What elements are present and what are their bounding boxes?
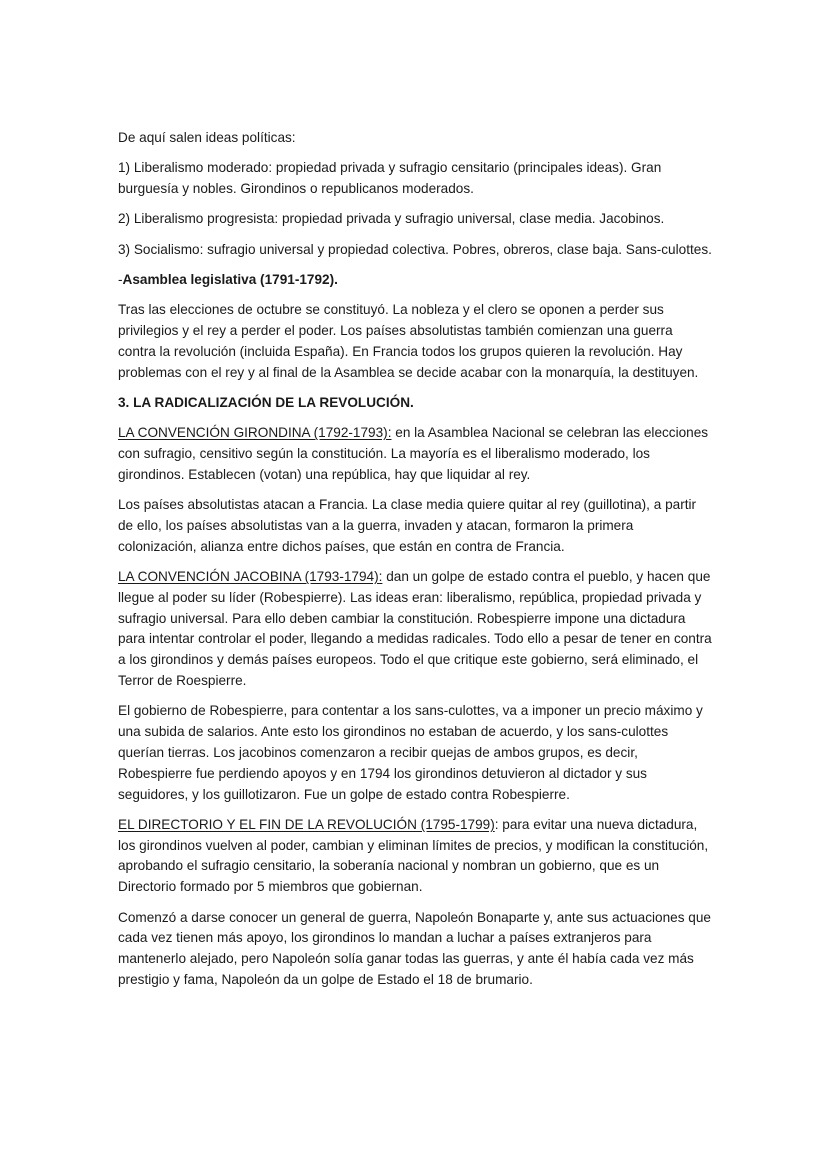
convencion-girondina-title: LA CONVENCIÓN GIRONDINA (1792-1793): [118, 425, 392, 441]
paragraph-socialismo: 3) Socialismo: sufragio universal y propiedad colectiva. Pobres, obreros, clase baja. Sans-culottes. [118, 241, 712, 257]
convencion-girondina-text: en la Asamblea Nacional se celebran las elecciones con sufragio, censitivo según la constitución. La mayoría es el liberalismo moderado, los girondinos. Establecen (votan) una república, hay que liquidar al rey. [118, 425, 709, 482]
paragraph-asamblea: Tras las elecciones de octubre se constituyó. La nobleza y el clero se oponen a perder sus privilegios y el rey a perder el poder. Los países absolutistas también comienzan una guerra contra la revolución (incluida España). En Francia todos los grupos quieren la revolución. Hay problemas con el rey y al final de la Asamblea se decide acabar con la monarquía, la destituyen. [118, 302, 699, 380]
convencion-jacobina-text: dan un golpe de estado contra el pueblo, y hacen que llegue al poder su líder (Robespierre). Las ideas eran: liberalismo, república, propiedad privada y sufragio universal. Para ello deben cambiar la constitución. Robespierre impone una dictadura para intentar controlar el poder, llegando a medidas radicales. Todo ello a pesar de tener en contra a los girondinos y demás países europeos. Todo el que critique este gobierno, será eliminado, el Terror de Roespierre. [118, 569, 712, 689]
paragraph-intro: De aquí salen ideas políticas: [118, 130, 296, 145]
paragraph-paises-absolutistas: Los países absolutistas atacan a Francia. La clase media quiere quitar al rey (guillotina), a partir de ello, los países absolutistas van a la guerra, invaden y atacan, formaron la primera colonización, alianza entre dichos países, que están en contra de Francia. [118, 497, 697, 554]
directorio-text: : para evitar una nueva dictadura, los girondinos vuelven al poder, cambian y eliminan límites de precios, y modifican la constitución, aprobando el sufragio censitario, la soberanía nacional y nombran un gobierno, que es un Directorio formado por 5 miembros que gobiernan. [118, 816, 709, 895]
heading-dash: - [118, 271, 123, 287]
paragraph-convencion-girondina [118, 423, 714, 485]
paragraph-convencion-jacobina [118, 567, 714, 692]
paragraph-gobierno-robespierre: El gobierno de Robespierre, para contentar a los sans-culottes, va a imponer un precio máximo y una subida de salarios. Ante esto los girondinos no estaban de acuerdo, y los sans-culottes querían tierras. Los jacobinos comenzaron a recibir quejas de ambos grupos, es decir, Robespierre fue perdiendo apoyos y en 1794 los girondinos detuvieron al dictador y sus seguidores, y los guillotizaron. Fue un golpe de estado contra Robespierre. [118, 703, 703, 802]
directorio-title: EL DIRECTORIO Y EL FIN DE LA REVOLUCIÓN (1795-1799) [118, 816, 495, 832]
paragraph-liberalismo-progresista: 2) Liberalismo progresista: propiedad privada y sufragio universal, clase media. Jacobinos. [118, 211, 665, 227]
asamblea-legislativa-heading: Asamblea legislativa (1791-1792). [122, 271, 338, 287]
paragraph-napoleon: Comenzó a darse conocer un general de guerra, Napoleón Bonaparte y, ante sus actuaciones que cada vez tienen más apoyo, los girondinos lo mandan a luchar a países extranjeros para mantenerlo alejado, pero Napoleón solía ganar todas las guerras, y ante él había cada vez más prestigio y fama, Napoleón da un golpe de Estado el 18 de brumario. [118, 909, 711, 987]
section-heading-radicalizacion: 3. LA RADICALIZACIÓN DE LA REVOLUCIÓN. [118, 394, 414, 410]
asamblea-heading-line [118, 270, 714, 291]
document-body [118, 128, 714, 1000]
paragraph-liberalismo-moderado: 1) Liberalismo moderado: propiedad privada y sufragio censitario (principales ideas). Gran burguesía y nobles. Girondinos o republicanos moderados. [118, 160, 662, 197]
paragraph-directorio [118, 815, 714, 898]
convencion-jacobina-title: LA CONVENCIÓN JACOBINA (1793-1794): [118, 569, 383, 585]
